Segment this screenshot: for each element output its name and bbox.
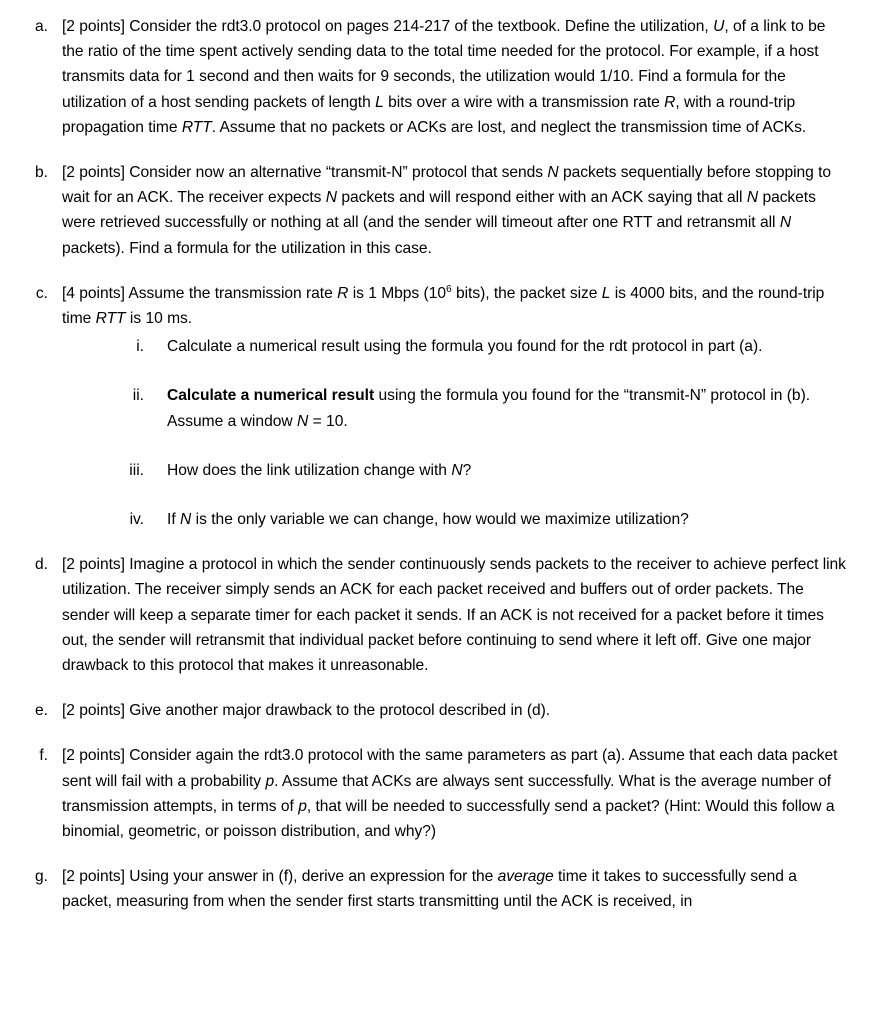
sub-question-list [62, 334, 847, 532]
question-item [14, 281, 861, 532]
question-item [14, 864, 861, 914]
sub-question-label: iii. [129, 461, 144, 479]
sub-question-text: Calculate a numerical result using the formula you found for the rdt protocol in part (a). [167, 338, 763, 356]
question-item [14, 552, 861, 678]
question-label: e. [34, 702, 48, 720]
question-text: [4 points] Assume the transmission rate R is 1 Mbps ($10^6$ bits), the packet size L is 4000 bits, and the round-trip time RTT is 10 ms. [62, 283, 825, 328]
question-label: c. [35, 284, 48, 302]
question-item [14, 743, 861, 844]
question-label: f. [39, 747, 48, 765]
question-item [14, 160, 861, 261]
sub-question-label: iv. [129, 511, 144, 529]
sub-question-label: ii. [132, 387, 144, 405]
question-item [14, 698, 861, 723]
question-text: [2 points] Consider now an alternative “transmit-N” protocol that sends N packets sequentially before stopping to wait for an ACK. The receiver expects N packets and will respond either with an ACK saying that all N packets were retrieved successfully or nothing at all (and the sender will timeout after one RTT and retransmit all N packets). Find a formula for the utilization in this case. [62, 164, 832, 257]
question-text: [2 points] Imagine a protocol in which the sender continuously sends packets to the receiver to achieve perfect link utilization. The receiver simply sends an ACK for each packet received and buffers out of order packets. The sender will keep a separate timer for each packet it sends. If an ACK is not received for a packet before it times out, the sender will retransmit that individual packet before continuing to send where it left off. Give one major drawback to this protocol that makes it unreasonable. [62, 556, 846, 675]
question-label: b. [34, 164, 48, 182]
sub-question-text: Calculate a numerical result using the formula you found for the “transmit-N” protocol in (b). Assume a window N = 10. [167, 387, 811, 430]
question-text: [2 points] Consider again the rdt3.0 protocol with the same parameters as part (a). Assume that each data packet sent will fail with a probability p. Assume that ACKs are always sent successfully. What is the average number of transmission attempts, in terms of p, that will be needed to successfully send a packet? (Hint: Would this follow a binomial, geometric, or poisson distribution, and why?) [62, 747, 838, 841]
sub-question-item [62, 334, 847, 359]
sub-question-text: How does the link utilization change with N? [167, 461, 472, 479]
question-text: [2 points] Give another major drawback to the protocol described in (d). [62, 702, 551, 720]
question-label: a. [34, 18, 48, 35]
question-list [14, 14, 861, 915]
sub-question-label: i. [136, 338, 144, 356]
sub-question-item [62, 507, 847, 532]
question-text: [2 points] Using your answer in (f), derive an expression for the average time it takes to successfully send a packet, measuring from when the sender first starts transmitting until the ACK is received, in [62, 868, 797, 911]
question-label: d. [34, 556, 48, 574]
question-label: g. [34, 868, 48, 886]
question-text: [2 points] Consider the rdt3.0 protocol on pages 214-217 of the textbook. Define the utilization, U, of a link to be the ratio of the time spent actively sending data to the total time needed for the protocol. For example, if a host transmits data for 1 second and then waits for 9 seconds, the utilization would 1/10. Find a formula for the utilization of a host sending packets of length L bits over a wire with a transmission rate R, with a round-trip propagation time RTT. Assume that no packets or ACKs are lost, and neglect the transmission time of ACKs. [62, 18, 826, 136]
question-item [14, 14, 861, 140]
sub-question-item [62, 458, 847, 483]
sub-question-item [62, 383, 847, 433]
sub-question-text: If N is the only variable we can change, how would we maximize utilization? [167, 511, 689, 529]
